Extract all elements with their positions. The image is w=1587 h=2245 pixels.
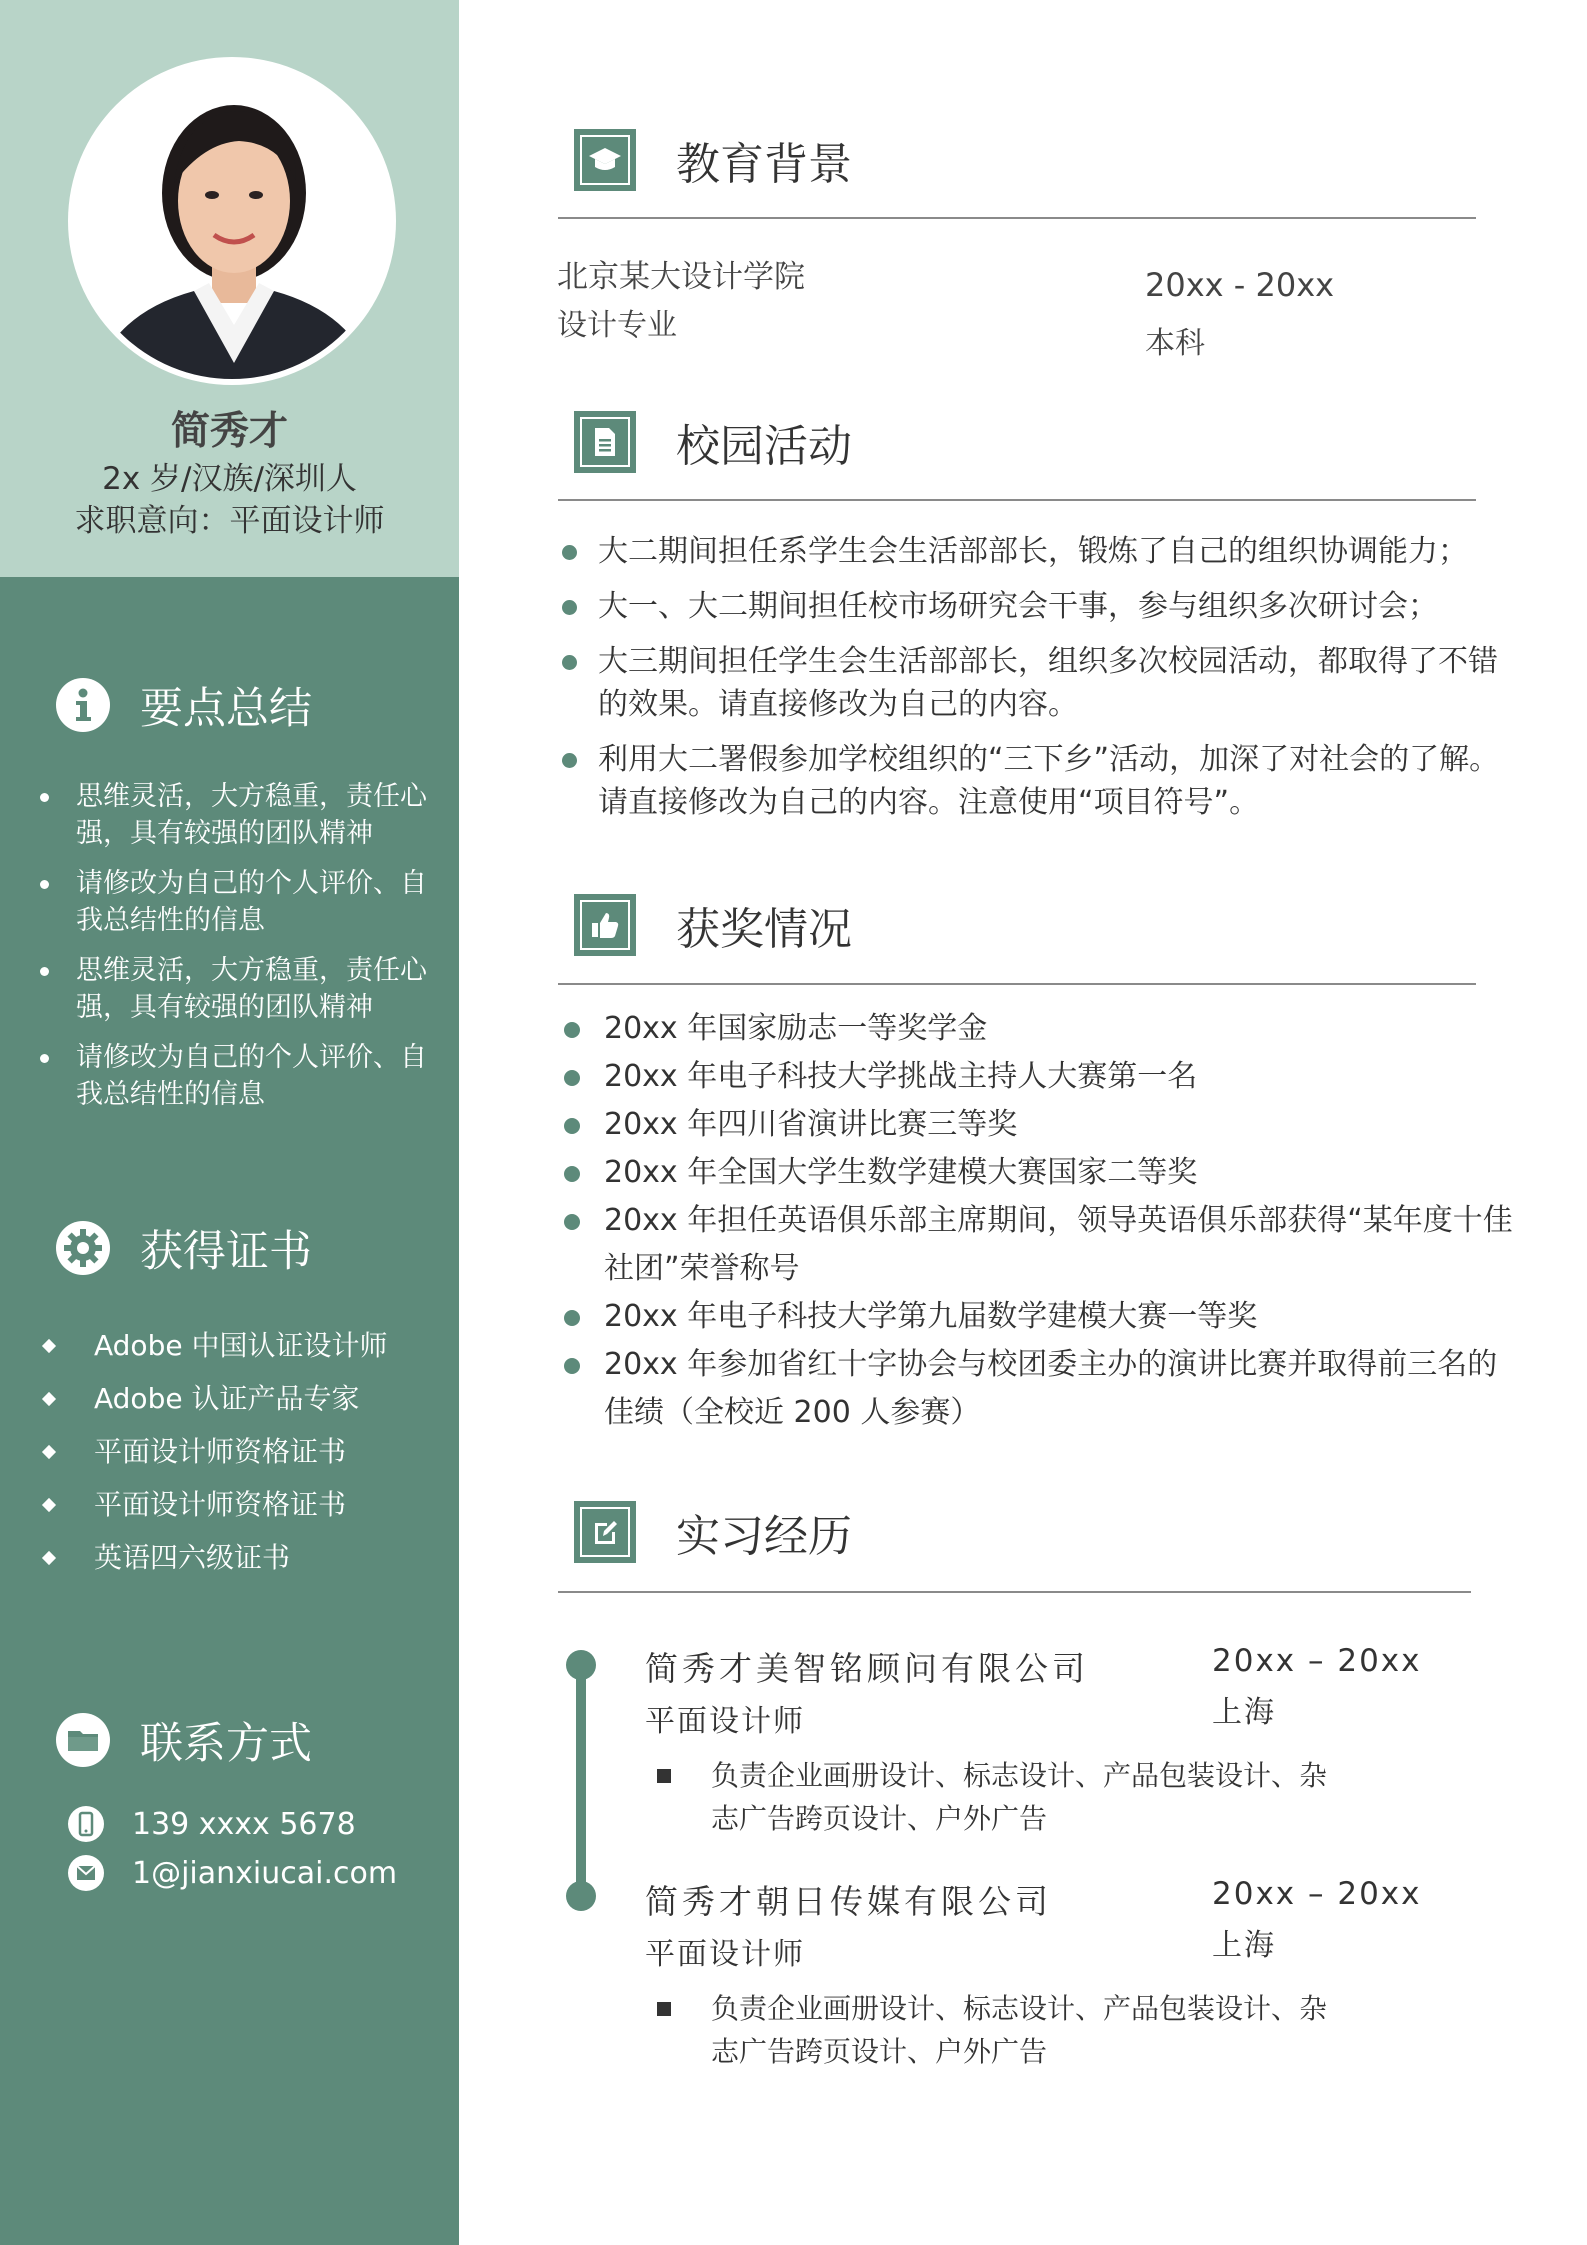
email-icon bbox=[68, 1855, 104, 1891]
folder-icon bbox=[56, 1713, 110, 1767]
divider bbox=[558, 983, 1476, 985]
summary-title: 要点总结 bbox=[140, 683, 312, 734]
email-address[interactable]: 1@jianxiucai.com bbox=[132, 1855, 398, 1891]
job-role: 平面设计师 bbox=[645, 1937, 805, 1972]
list-item: 20xx 年全国大学生数学建模大赛国家二等奖 bbox=[560, 1149, 1520, 1197]
list-item: 大一、大二期间担任校市场研究会干事，参与组织多次研讨会； bbox=[560, 585, 1520, 628]
profile-info: 2x 岁/汉族/深圳人 bbox=[102, 461, 357, 497]
list-item: 平面设计师资格证书 bbox=[38, 1486, 438, 1524]
list-item: 20xx 年国家励志一等奖学金 bbox=[560, 1005, 1520, 1053]
info-icon bbox=[56, 678, 110, 732]
contact-title: 联系方式 bbox=[140, 1718, 312, 1769]
job-role: 平面设计师 bbox=[645, 1704, 805, 1739]
list-item: 思维灵活，大方稳重，责任心强，具有较强的团队精神 bbox=[36, 952, 436, 1026]
company-name: 简秀才朝日传媒有限公司 bbox=[645, 1882, 1052, 1921]
certificates-list bbox=[38, 1327, 438, 1592]
awards-heading bbox=[574, 893, 852, 957]
profile-name: 简秀才 bbox=[170, 409, 288, 454]
internship-heading bbox=[574, 1500, 852, 1564]
school-name: 北京某大设计学院 bbox=[557, 259, 805, 295]
list-item: 20xx 年担任英语俱乐部主席期间，领导英语俱乐部获得“某年度十佳社团”荣誉称号 bbox=[560, 1197, 1520, 1293]
timeline-dot bbox=[566, 1881, 596, 1911]
job-period: 20xx – 20xx bbox=[1212, 1643, 1422, 1679]
divider bbox=[558, 217, 1476, 219]
job-description: 负责企业画册设计、标志设计、产品包装设计、杂志广告跨页设计、户外广告 bbox=[645, 1987, 1351, 2073]
gear-icon bbox=[56, 1221, 110, 1275]
profile-photo bbox=[74, 63, 390, 379]
divider bbox=[558, 499, 1476, 501]
list-item: 请修改为自己的个人评价、自我总结性的信息 bbox=[36, 1039, 436, 1113]
company-name: 简秀才美智铭顾问有限公司 bbox=[645, 1649, 1089, 1688]
job-description: 负责企业画册设计、标志设计、产品包装设计、杂志广告跨页设计、户外广告 bbox=[645, 1754, 1351, 1840]
campus-heading bbox=[574, 410, 852, 474]
list-item: 利用大二署假参加学校组织的“三下乡”活动，加深了对社会的了解。请直接修改为自己的内容。注意使用“项目符号”。 bbox=[560, 738, 1520, 824]
contact-email bbox=[68, 1855, 397, 1891]
list-item: Adobe 认证产品专家 bbox=[38, 1380, 438, 1418]
job-location: 上海 bbox=[1212, 1928, 1276, 1963]
list-item: Adobe 中国认证设计师 bbox=[38, 1327, 438, 1365]
campus-list bbox=[560, 530, 1520, 836]
job-period: 20xx – 20xx bbox=[1212, 1876, 1422, 1912]
internship-entry bbox=[645, 1643, 1495, 1840]
document-icon bbox=[574, 411, 636, 473]
certificates-heading bbox=[56, 1218, 312, 1278]
avatar bbox=[74, 63, 390, 379]
phone-number[interactable]: 139 xxxx 5678 bbox=[132, 1806, 356, 1842]
list-item: 大二期间担任系学生会生活部部长，锻炼了自己的组织协调能力； bbox=[560, 530, 1520, 573]
list-item: 平面设计师资格证书 bbox=[38, 1433, 438, 1471]
timeline-line bbox=[576, 1665, 586, 1895]
education-heading bbox=[574, 128, 852, 192]
divider bbox=[558, 1591, 1471, 1593]
list-item: 20xx 年电子科技大学第九届数学建模大赛一等奖 bbox=[560, 1293, 1520, 1341]
list-item: 大三期间担任学生会生活部部长，组织多次校园活动，都取得了不错的效果。请直接修改为自己的内容。 bbox=[560, 640, 1520, 726]
list-item: 请修改为自己的个人评价、自我总结性的信息 bbox=[36, 865, 436, 939]
list-item: 20xx 年电子科技大学挑战主持人大赛第一名 bbox=[560, 1053, 1520, 1101]
campus-title: 校园活动 bbox=[676, 421, 852, 472]
awards-list bbox=[560, 1005, 1520, 1437]
major: 设计专业 bbox=[557, 308, 677, 343]
internship-entry bbox=[645, 1876, 1495, 2073]
timeline-dot bbox=[566, 1650, 596, 1680]
phone-icon bbox=[68, 1806, 104, 1842]
contact-heading bbox=[56, 1710, 312, 1770]
list-item: 20xx 年参加省红十字协会与校团委主办的演讲比赛并取得前三名的佳绩（全校近 200 人参赛） bbox=[560, 1341, 1520, 1437]
graduation-cap-icon bbox=[574, 129, 636, 191]
list-item: 思维灵活，大方稳重，责任心强，具有较强的团队精神 bbox=[36, 778, 436, 852]
education-period: 20xx - 20xx bbox=[1145, 266, 1335, 304]
contact-phone bbox=[68, 1806, 356, 1842]
edit-icon bbox=[574, 1501, 636, 1563]
job-location: 上海 bbox=[1212, 1695, 1276, 1730]
certificates-title: 获得证书 bbox=[140, 1226, 312, 1277]
degree: 本科 bbox=[1145, 326, 1205, 361]
thumbs-up-icon bbox=[574, 894, 636, 956]
summary-list bbox=[36, 778, 436, 1126]
job-objective: 求职意向：平面设计师 bbox=[74, 503, 385, 539]
internship-title: 实习经历 bbox=[676, 1511, 852, 1562]
list-item: 英语四六级证书 bbox=[38, 1539, 438, 1577]
awards-title: 获奖情况 bbox=[676, 904, 852, 955]
education-title: 教育背景 bbox=[676, 139, 852, 190]
list-item: 20xx 年四川省演讲比赛三等奖 bbox=[560, 1101, 1520, 1149]
summary-heading bbox=[56, 675, 312, 735]
